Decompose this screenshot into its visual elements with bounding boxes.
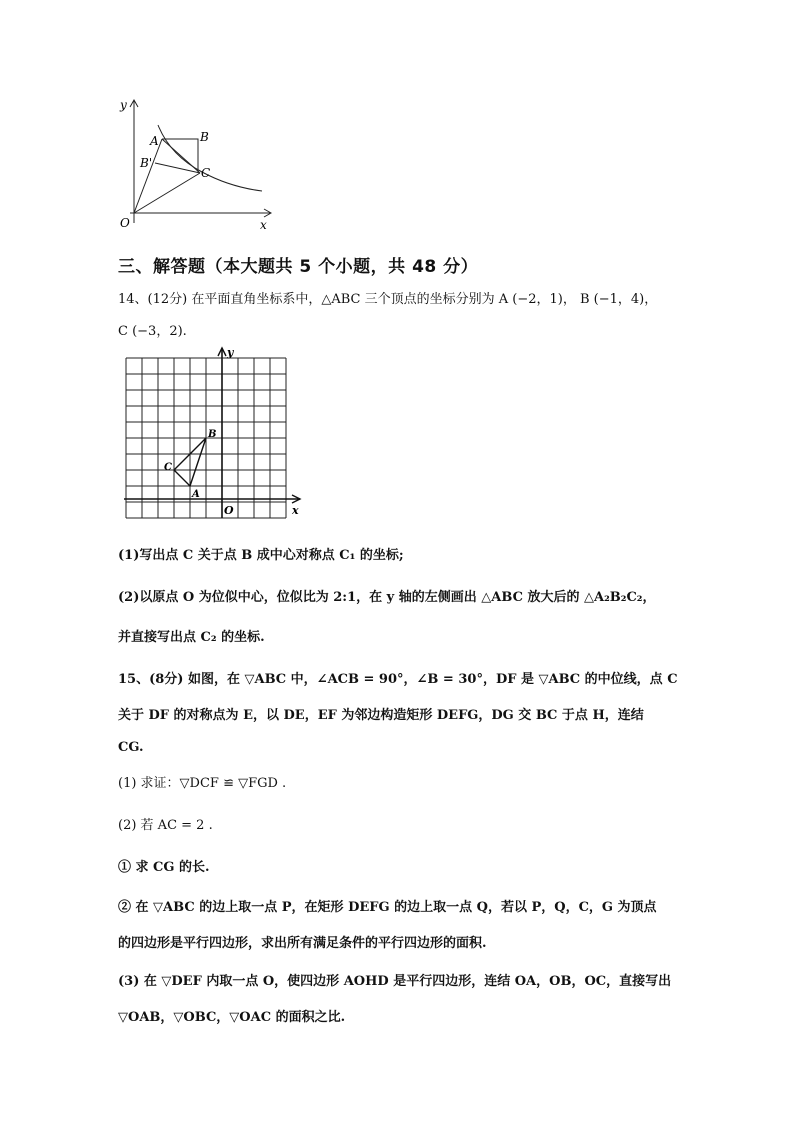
q15-part3-line1: (3) 在 ▽DEF 内取一点 O，使四边形 AOHD 是平行四边形，连结 OA，OB，OC，直接写出 — [118, 974, 672, 989]
q15-part3-line2: ▽OAB，▽OBC，▽OAC 的面积之比. — [118, 1010, 346, 1025]
q14-line1: 14、(12分) 在平面直角坐标系中，△ABC 三个顶点的坐标分别为 A (−2，1)， B (−1，4)， — [118, 292, 658, 307]
q14-part1: (1)写出点 C 关于点 B 成中心对称点 C₁ 的坐标; — [118, 548, 404, 563]
label-y: y — [120, 98, 127, 112]
hyperbola-figure — [110, 95, 280, 235]
grid-label-origin: O — [224, 504, 234, 517]
grid-label-b: B — [208, 429, 217, 440]
segment-o-a — [134, 139, 162, 213]
q15-line3: CG. — [118, 740, 144, 755]
q15-line2: 关于 DF 的对称点为 E，以 DE，EF 为邻边构造矩形 DEFG，DG 交 BC 于点 H，连结 — [118, 708, 644, 723]
hyperbola-curve — [158, 125, 262, 191]
q14-part2: (2)以原点 O 为位似中心，位似比为 2:1，在 y 轴的左侧画出 △ABC 放大后的 △A₂B₂C₂， — [118, 590, 656, 605]
q15-line1: 15、(8分) 如图，在 ▽ABC 中，∠ACB = 90°，∠B = 30°，DF 是 ▽ABC 的中位线，点 C — [118, 672, 678, 687]
label-bprime: B' — [140, 156, 153, 170]
label-x: x — [260, 218, 267, 232]
grid-label-c: C — [164, 462, 172, 473]
label-a: A — [150, 134, 159, 148]
grid-label-y: y — [227, 346, 234, 359]
q15-part2b-line2: 的四边形是平行四边形，求出所有满足条件的平行四边形的面积. — [118, 936, 487, 951]
segment-o-c — [134, 173, 200, 213]
segment-a-c — [162, 139, 200, 173]
grid-label-x: x — [292, 504, 299, 517]
label-b: B — [200, 130, 209, 144]
segment-bp-c — [155, 163, 200, 173]
q14-part2b: 并直接写出点 C₂ 的坐标. — [118, 630, 265, 645]
label-origin: O — [120, 216, 130, 230]
coordinate-grid-figure — [120, 346, 310, 526]
q15-part1: (1) 求证：▽DCF ≌ ▽FGD . — [118, 776, 287, 791]
q14-line2: C (−3，2). — [118, 324, 187, 339]
grid-label-a: A — [192, 489, 200, 500]
q15-part2: (2) 若 AC = 2 . — [118, 818, 213, 833]
q15-part2a: ① 求 CG 的长. — [118, 860, 210, 875]
q15-part2b-line1: ② 在 ▽ABC 的边上取一点 P，在矩形 DEFG 的边上取一点 Q，若以 P，Q，C，G 为顶点 — [118, 900, 657, 915]
label-c: C — [201, 166, 211, 180]
section-title: 三、解答题（本大题共 5 个小题，共 48 分） — [118, 257, 479, 277]
